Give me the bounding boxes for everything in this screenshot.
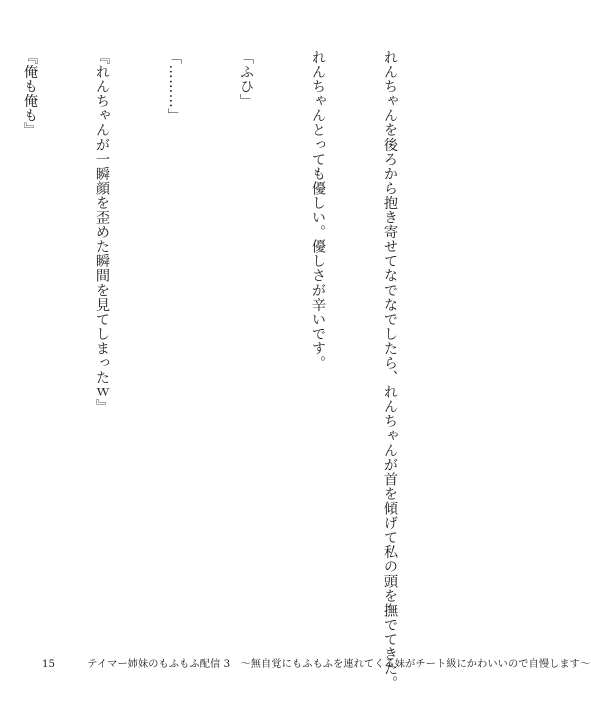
running-title: テイマー姉妹のもふもふ配信 3 ～無自覚にもふもふを連れてくる妹がチート級にかわいいので自慢します～ bbox=[87, 659, 590, 670]
text-line: 「………」 bbox=[166, 50, 182, 123]
page-number: 15 bbox=[42, 659, 55, 670]
text-line: 「ふひ」 bbox=[238, 50, 254, 109]
text-line: れんちゃんとっても優しい。優しさが辛いです。 bbox=[310, 50, 326, 371]
text-line: れんちゃんを後ろから抱き寄せてなでなでしたら、れんちゃんが首を傾げて私の頭を撫でてきた。 bbox=[382, 50, 398, 691]
text-line: 『俺も俺も』 bbox=[22, 50, 38, 138]
text-line: 『れんちゃんが一瞬顔を歪めた瞬間を見てしまったｗ』 bbox=[94, 50, 110, 414]
page-footer bbox=[42, 657, 590, 673]
